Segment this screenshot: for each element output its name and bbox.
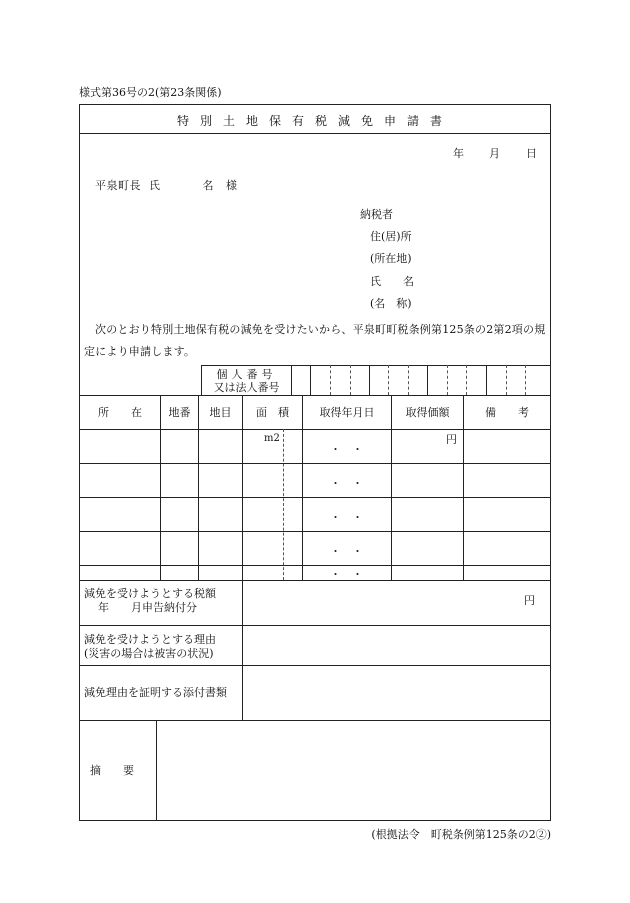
date-separator: ・ ・ — [330, 545, 363, 558]
application-statement: 次のとおり特別土地保有税の減免を受けたいから、平泉町町税条例第125条の2第2項の規定により申請します。 — [84, 323, 546, 358]
taxpayer-name-label: 氏 名 — [370, 275, 414, 288]
date-year-label: 年 — [453, 147, 464, 160]
reduction-amount-line1: 減免を受けようとする税額 — [84, 587, 216, 600]
reduction-amount-label — [84, 587, 216, 615]
header-land-category: 地目 — [209, 406, 232, 419]
header-acquisition-date: 取得年月日 — [319, 406, 375, 419]
taxpayer-location-label: (所在地) — [370, 252, 412, 265]
attachments-label: 減免理由を証明する添付書類 — [84, 686, 227, 699]
header-acquisition-price: 取得価額 — [405, 406, 450, 419]
date-day-label: 日 — [526, 147, 537, 160]
header-lot-number: 地番 — [168, 406, 191, 419]
reason-label — [84, 633, 216, 661]
form-number: 様式第36号の2(第23条関係) — [79, 86, 222, 99]
taxpayer-entity-name-label: (名 称) — [370, 297, 412, 310]
reason-line2: (災害の場合は被害の状況) — [84, 647, 214, 660]
legal-basis: (根拠法令 町税条例第125条の2②) — [371, 828, 551, 841]
form-title: 特別土地保有税減免申請書 — [176, 114, 453, 128]
addressee-office: 平泉町長 — [95, 179, 141, 192]
date-separator: ・ ・ — [330, 477, 363, 490]
area-unit: m2 — [264, 433, 280, 444]
header-area: 面 積 — [256, 406, 289, 419]
header-location: 所 在 — [98, 406, 142, 419]
summary-label: 摘 要 — [90, 764, 134, 777]
application-form — [79, 104, 551, 821]
reduction-amount-line2: 年 月申告納付分 — [98, 601, 197, 614]
header-remarks: 備 考 — [485, 406, 529, 419]
reduction-amount-unit: 円 — [524, 594, 535, 607]
date-separator: ・ ・ — [330, 568, 363, 581]
addressee-name-suffix: 名 — [202, 179, 214, 192]
id-number-label — [202, 366, 291, 395]
price-unit: 円 — [446, 433, 457, 446]
id-number-label-line1: 個人番号 — [216, 367, 277, 381]
reason-line1: 減免を受けようとする理由 — [84, 633, 216, 646]
addressee-honorific: 様 — [226, 179, 238, 192]
date-month-label: 月 — [489, 147, 500, 160]
date-separator: ・ ・ — [330, 511, 363, 524]
taxpayer-address-label: 住(居)所 — [370, 230, 412, 243]
title-divider — [80, 133, 550, 134]
taxpayer-heading: 納税者 — [360, 208, 393, 221]
date-separator: ・ ・ — [330, 443, 363, 456]
addressee — [95, 180, 238, 191]
id-number-label-line2: 又は法人番号 — [213, 380, 280, 394]
addressee-name-label: 氏 — [149, 179, 161, 192]
